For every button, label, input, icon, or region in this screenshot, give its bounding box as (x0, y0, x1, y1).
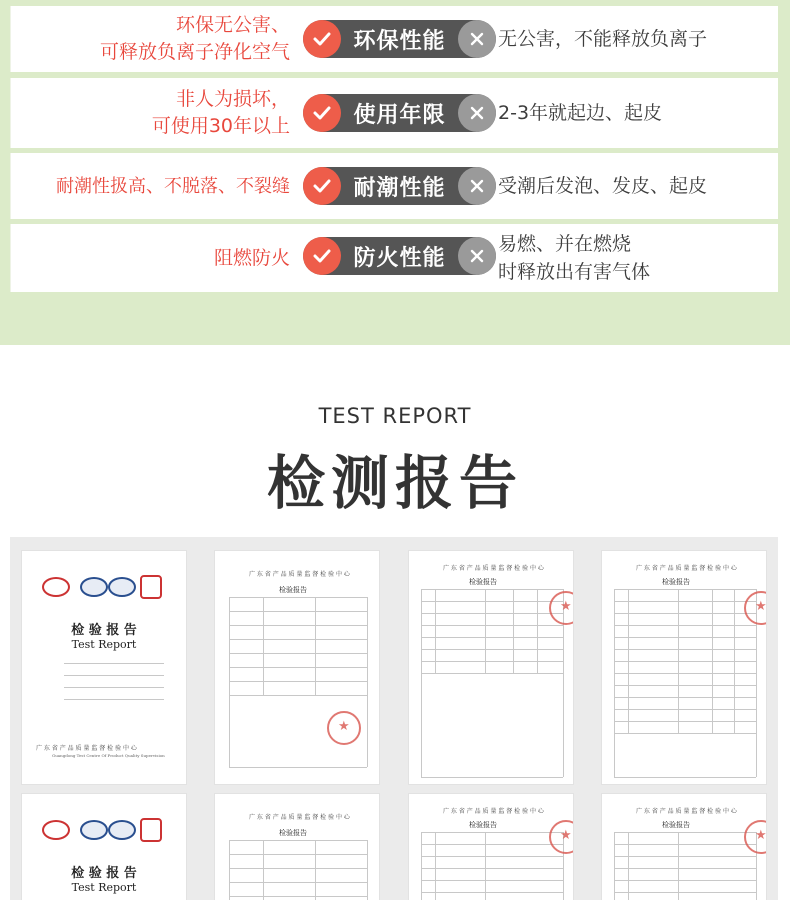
advantage-line: 非人为损坏， (175, 88, 290, 110)
report-page-image (214, 793, 380, 900)
advantage-line: 可使用30年以上 (151, 115, 290, 137)
cal-logo-icon (140, 818, 162, 842)
page-header: 广 东 省 产 品 质 量 监 督 检 验 中 心 (636, 565, 737, 572)
cal-logo-icon (140, 575, 162, 599)
advantage-text (214, 224, 290, 292)
cma-logo-icon (42, 820, 70, 840)
disadvantage-line: 时释放出有害气体 (498, 261, 651, 283)
comparison-row (10, 153, 778, 219)
seal-stamp-icon (744, 820, 767, 854)
check-icon (303, 94, 341, 132)
comparison-row (10, 78, 778, 148)
disadvantage-text (498, 6, 707, 72)
cross-icon (458, 167, 496, 205)
advantage-line: 阻燃防火 (213, 246, 290, 269)
page-header: 广 东 省 产 品 质 量 监 督 检 验 中 心 (443, 565, 544, 572)
seal-stamp-icon (327, 711, 361, 745)
cross-icon (458, 94, 496, 132)
feature-label: 防火性能 (353, 245, 446, 271)
cnas-logo-icon (80, 577, 108, 597)
advantage-line: 耐潮性扱高、不脱落、不裂缝 (56, 175, 290, 197)
disadvantage-line: 2-3年就起边、起皮 (498, 102, 663, 124)
report-page-image (408, 793, 574, 900)
disadvantage-text (498, 153, 707, 219)
disadvantage-text (498, 78, 662, 148)
page-header: 广 东 省 产 品 质 量 监 督 检 验 中 心 (636, 808, 737, 815)
cross-icon (458, 237, 496, 275)
seal-stamp-icon (744, 591, 767, 625)
page-title: 检验报告 (662, 578, 690, 586)
advantage-text (152, 78, 290, 148)
page-header: 广 东 省 产 品 质 量 监 督 检 验 中 心 (249, 571, 350, 578)
page-title: 检验报告 (279, 586, 307, 594)
page-header: 广 东 省 产 品 质 量 监 督 检 验 中 心 (443, 808, 544, 815)
page-title: 检验报告 (469, 578, 497, 586)
report-page-image (601, 793, 767, 900)
feature-pill (303, 94, 496, 132)
report-page-image (601, 550, 767, 785)
disadvantage-line: 易燃、并在燃烧 (498, 233, 632, 255)
cover-heading: 检 验 报 告 (71, 866, 137, 881)
ilac-logo-icon (108, 820, 136, 840)
check-icon (303, 20, 341, 58)
report-page-image (214, 550, 380, 785)
cross-icon (458, 20, 496, 58)
disadvantage-line: 受潮后发泡、发皮、起皮 (498, 175, 708, 197)
comparison-row (10, 6, 778, 72)
seal-stamp-icon (549, 591, 574, 625)
advantage-line: 可释放负离子净化空气 (99, 41, 290, 63)
comparison-row (10, 224, 778, 292)
disadvantage-text (498, 224, 650, 292)
cover-center-name: 广 东 省 产 品 质 量 监 督 检 验 中 心 (36, 745, 137, 752)
feature-pill (303, 167, 496, 205)
report-subtitle: TEST REPORT (318, 404, 472, 428)
page-title: 检验报告 (469, 821, 497, 829)
advantage-text (100, 6, 290, 72)
check-icon (303, 167, 341, 205)
cover-heading: 检 验 报 告 (71, 623, 137, 638)
cma-logo-icon (42, 577, 70, 597)
cnas-logo-icon (80, 820, 108, 840)
disadvantage-line: 无公害，不能释放负离子 (498, 28, 708, 50)
cover-center-en: Guangdong Test Centre Of Product Quality Supervision (52, 753, 165, 758)
cover-heading-en: Test Report (71, 881, 137, 894)
page-header: 广 东 省 产 品 质 量 监 督 检 验 中 心 (249, 814, 350, 821)
report-gallery (10, 537, 778, 900)
feature-pill (303, 20, 496, 58)
cover-heading-en: Test Report (71, 638, 137, 651)
ilac-logo-icon (108, 577, 136, 597)
feature-label: 耐潮性能 (353, 175, 446, 201)
advantage-text (56, 153, 290, 219)
seal-stamp-icon (549, 820, 574, 854)
page-title: 检验报告 (279, 829, 307, 837)
feature-label: 使用年限 (353, 102, 446, 128)
feature-label: 环保性能 (353, 28, 446, 54)
report-cover-image (21, 793, 187, 900)
advantage-line: 环保无公害、 (175, 14, 290, 36)
report-cover-image (21, 550, 187, 785)
page-title: 检验报告 (662, 821, 690, 829)
report-title: 检测报告 (266, 449, 523, 517)
check-icon (303, 237, 341, 275)
feature-pill (303, 237, 496, 275)
report-page-image (408, 550, 574, 785)
